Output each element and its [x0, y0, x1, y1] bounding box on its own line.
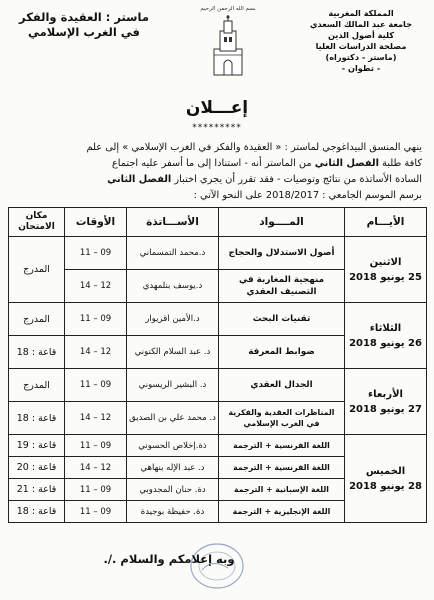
intro-line: برسم الموسم الجامعي : 2018/2017 على النحو الآتي :	[193, 190, 422, 201]
subject-cell: اللغة الفرنسية + الترجمة	[219, 457, 345, 479]
intro-line	[12, 172, 422, 188]
column-header-subjects: المــــواد	[219, 208, 345, 237]
professor-cell: د. البشير الريسوني	[127, 369, 219, 402]
closing-line: وبه إعلامكم والسلام ./.	[103, 552, 235, 566]
subject-cell: اللغة الإسبانية + الترجمة	[219, 479, 345, 501]
time-cell: 12 – 14	[65, 457, 127, 479]
table-row	[9, 303, 427, 336]
day-cell: الأربعاء 27 يونيو 2018	[345, 369, 427, 435]
room-cell: قاعة : 18	[9, 501, 65, 523]
university-logo-icon	[208, 15, 248, 77]
exam-schedule-table	[8, 207, 427, 523]
column-header-professors: الأســـاتذة	[127, 208, 219, 237]
semester-emphasis: الفصل الثاني	[314, 158, 379, 169]
intro-text: من الماستر أنه - استنادا إلى ما أسفر عليه اجتماع	[111, 158, 315, 169]
subject-cell: الجدال العقدي	[219, 369, 345, 402]
professor-cell: د. عبد الإله بنهاهي	[127, 457, 219, 479]
professor-cell: د.محمد التمسماني	[127, 237, 219, 270]
time-cell: 12 – 14	[65, 270, 127, 303]
time-cell: 09 – 11	[65, 479, 127, 501]
table-row	[9, 369, 427, 402]
room-cell: المدرج	[9, 237, 65, 303]
intro-text: السادة الأساتذة من نتائج وتوصيات - فقد تقرر أن يجري اختبار	[171, 174, 422, 185]
room-cell: المدرج	[9, 303, 65, 336]
room-cell: قاعة : 21	[9, 479, 65, 501]
header-center	[193, 6, 263, 77]
column-header-days: الأيـــام	[345, 208, 427, 237]
professor-cell: دة. حنان المجدوبي	[127, 479, 219, 501]
master-program-title	[14, 10, 154, 40]
column-header-times: الأوقات	[65, 208, 127, 237]
subject-cell: اللغة الفرنسية + الترجمة	[219, 435, 345, 457]
day-cell: الاثنين 25 يونيو 2018	[345, 237, 427, 303]
time-cell: 09 – 11	[65, 435, 127, 457]
subject-cell: أصول الاستدلال والحجاج	[219, 237, 345, 270]
master-title-line: ماستر : العقيدة والفكر	[19, 10, 149, 24]
professor-cell: د. عبد السلام الكنوني	[127, 336, 219, 369]
table-row	[9, 237, 427, 270]
room-cell: قاعة : 19	[9, 435, 65, 457]
table-row	[9, 435, 427, 457]
page-title: إعـــلان	[185, 98, 249, 118]
header-line: (ماستر - دكتوراه)	[325, 52, 397, 62]
announcement-text	[12, 140, 422, 204]
time-cell: 09 – 11	[65, 369, 127, 402]
subject-cell: المناظرات العقدية والفكرية في الغرب الإسلامي	[219, 402, 345, 435]
time-cell: 12 – 14	[65, 336, 127, 369]
time-cell: 09 – 11	[65, 501, 127, 523]
title-separator: *********	[192, 123, 242, 133]
intro-line	[12, 156, 422, 172]
intro-line: ينهي المنسق البيداغوجي لماستر : « العقيدة والفكر في الغرب الإسلامي » إلى علم	[86, 142, 422, 153]
day-cell: الثلاثاء 26 يونيو 2018	[345, 303, 427, 369]
header-line: كلية أصول الدين	[327, 30, 395, 40]
table-header-row	[9, 208, 427, 237]
basmala: بسم الله الرحمن الرحيم	[200, 6, 256, 12]
professor-cell: د.الأمين اقريوار	[127, 303, 219, 336]
header-line: مصلحة الدراسات العليا	[315, 41, 407, 51]
subject-cell: تقنيات البحث	[219, 303, 345, 336]
professor-cell: دة. حفيظة بوجيدة	[127, 501, 219, 523]
professor-cell: ذة.إخلاص الحسوني	[127, 435, 219, 457]
room-cell: قاعة : 20	[9, 457, 65, 479]
header-line: - تطوان -	[341, 63, 381, 73]
professor-cell: د. محمد علي بن الصديق	[127, 402, 219, 435]
time-cell: 12 – 14	[65, 402, 127, 435]
day-cell: الخميس 28 يونيو 2018	[345, 435, 427, 523]
subject-cell: اللغة الإنجليزية + الترجمة	[219, 501, 345, 523]
room-cell: قاعة : 18	[9, 336, 65, 369]
room-cell: قاعة : 18	[9, 402, 65, 435]
header-line: جامعة عبد المالك السعدي	[309, 19, 413, 29]
official-stamp-icon	[188, 540, 246, 592]
master-title-line: في الغرب الإسلامي	[28, 25, 140, 39]
time-cell: 09 – 11	[65, 303, 127, 336]
professor-cell: د.يوسف بنلمهدي	[127, 270, 219, 303]
room-cell: المدرج	[9, 369, 65, 402]
column-header-room: مكان الامتحان	[9, 208, 65, 237]
university-header	[296, 8, 426, 74]
semester-emphasis: الفصل الثاني	[107, 174, 172, 185]
header-line: المملكة المغربية	[328, 8, 394, 18]
time-cell: 09 – 11	[65, 237, 127, 270]
intro-text: كافة طلبة	[378, 158, 422, 169]
subject-cell: منهجية المغاربة في التصنيف العقدي	[219, 270, 345, 303]
subject-cell: ضوابط المعرفة	[219, 336, 345, 369]
